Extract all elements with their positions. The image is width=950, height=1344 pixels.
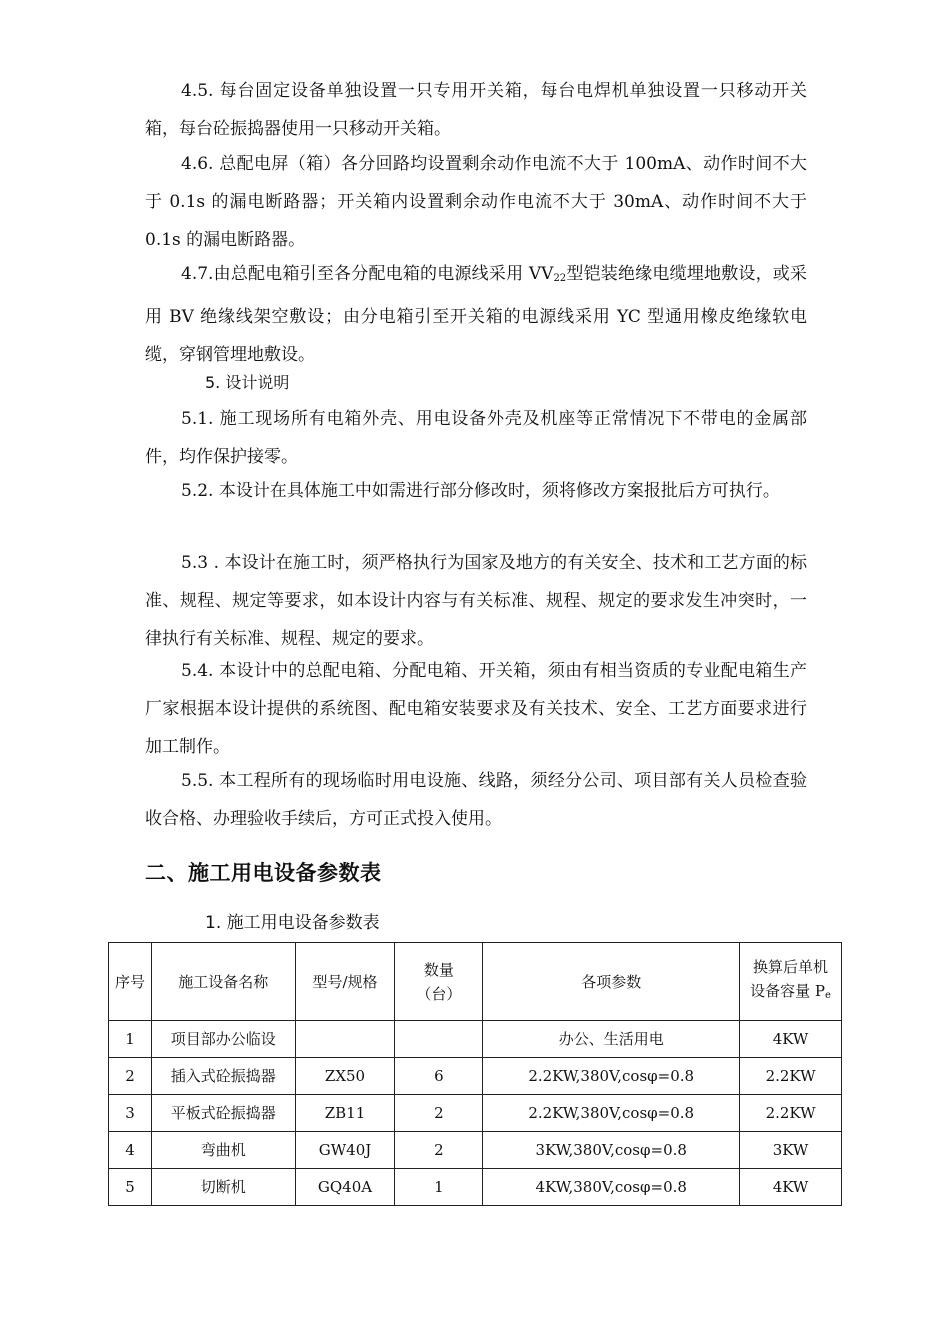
cell-params: 2.2KW,380V,cosφ=0.8	[483, 1058, 740, 1095]
header-qty	[395, 943, 483, 1021]
table-row	[109, 1058, 842, 1095]
header-capacity-sub: e	[825, 990, 831, 1001]
header-name: 施工设备名称	[151, 943, 295, 1021]
cell-capacity: 4KW	[740, 1021, 842, 1058]
paragraph-4-7-part1: 4.7.由总配电箱引至各分配电箱的电源线采用 VV	[181, 264, 554, 284]
paragraph-5-4: 5.4. 本设计中的总配电箱、分配电箱、开关箱，须由有相当资质的专业配电箱生产厂家根据本设计提供的系统图、配电箱安装要求及有关技术、安全、工艺方面要求进行加工制作。	[145, 661, 807, 757]
cell-qty: 1	[395, 1169, 483, 1206]
section-2-title: 二、施工用电设备参数表	[145, 861, 382, 885]
table-caption: 1. 施工用电设备参数表	[205, 913, 380, 933]
header-capacity-line2: 设备容量 P	[750, 982, 826, 1000]
header-capacity-line1: 换算后单机	[753, 958, 829, 976]
table-row	[109, 1021, 842, 1058]
equipment-table	[108, 942, 842, 1206]
table-row	[109, 1169, 842, 1206]
cell-capacity: 2.2KW	[740, 1058, 842, 1095]
paragraph-4-6: 4.6. 总配电屏（箱）各分回路均设置剩余动作电流不大于 100mA、动作时间不大于 0.1s 的漏电断路器；开关箱内设置剩余动作电流不大于 30mA、动作时间不大于 0.1s 的漏电断路器。	[145, 154, 807, 250]
paragraph-4-7	[145, 255, 807, 374]
paragraph-4-7-subscript: 22	[553, 273, 567, 284]
cell-model: GW40J	[295, 1132, 395, 1169]
paragraph-4-7-part2: 型铠装绝缘电缆埋地敷设，或采用 BV 绝缘线架空敷设；由分电箱引至开关箱的电源线采用 YC 型通用橡皮绝缘软电缆，穿钢管埋地敷设。	[145, 264, 807, 365]
cell-qty: 6	[395, 1058, 483, 1095]
header-params: 各项参数	[483, 943, 740, 1021]
cell-capacity: 3KW	[740, 1132, 842, 1169]
cell-params: 办公、生活用电	[483, 1021, 740, 1058]
cell-capacity: 2.2KW	[740, 1095, 842, 1132]
paragraph-5-2: 5.2. 本设计在具体施工中如需进行部分修改时，须将修改方案报批后方可执行。	[181, 481, 780, 501]
cell-model	[295, 1021, 395, 1058]
paragraph-5-3: 5.3 . 本设计在施工时，须严格执行为国家及地方的有关安全、技术和工艺方面的标准、规程、规定等要求，如本设计内容与有关标准、规程、规定的要求发生冲突时，一律执行有关标准、规程、规定的要求。	[145, 553, 807, 649]
cell-qty: 2	[395, 1132, 483, 1169]
header-qty-line1: 数量	[423, 960, 454, 979]
cell-no: 2	[109, 1058, 152, 1095]
table-row	[109, 1095, 842, 1132]
cell-name: 插入式砼振捣器	[151, 1058, 295, 1095]
cell-no: 4	[109, 1132, 152, 1169]
cell-capacity: 4KW	[740, 1169, 842, 1206]
header-model: 型号/规格	[295, 943, 395, 1021]
cell-params: 4KW,380V,cosφ=0.8	[483, 1169, 740, 1206]
cell-qty	[395, 1021, 483, 1058]
cell-model: ZX50	[295, 1058, 395, 1095]
cell-name: 平板式砼振捣器	[151, 1095, 295, 1132]
cell-model: ZB11	[295, 1095, 395, 1132]
cell-name: 弯曲机	[151, 1132, 295, 1169]
table-header-row	[109, 943, 842, 1021]
paragraph-5-5: 5.5. 本工程所有的现场临时用电设施、线路，须经分公司、项目部有关人员检查验收合格、办理验收手续后，方可正式投入使用。	[145, 771, 807, 829]
paragraph-5-1: 5.1. 施工现场所有电箱外壳、用电设备外壳及机座等正常情况下不带电的金属部件，均作保护接零。	[145, 409, 807, 467]
cell-model: GQ40A	[295, 1169, 395, 1206]
cell-params: 3KW,380V,cosφ=0.8	[483, 1132, 740, 1169]
cell-params: 2.2KW,380V,cosφ=0.8	[483, 1095, 740, 1132]
section-5-heading: 5. 设计说明	[205, 373, 290, 392]
cell-name: 项目部办公临设	[151, 1021, 295, 1058]
cell-no: 5	[109, 1169, 152, 1206]
paragraph-4-5: 4.5. 每台固定设备单独设置一只专用开关箱，每台电焊机单独设置一只移动开关箱，每台砼振捣器使用一只移动开关箱。	[145, 81, 807, 139]
cell-no: 1	[109, 1021, 152, 1058]
header-no: 序号	[109, 943, 152, 1021]
table-row	[109, 1132, 842, 1169]
cell-name: 切断机	[151, 1169, 295, 1206]
cell-no: 3	[109, 1095, 152, 1132]
header-capacity	[740, 943, 842, 1021]
header-qty-line2: （台）	[416, 984, 462, 1003]
cell-qty: 2	[395, 1095, 483, 1132]
